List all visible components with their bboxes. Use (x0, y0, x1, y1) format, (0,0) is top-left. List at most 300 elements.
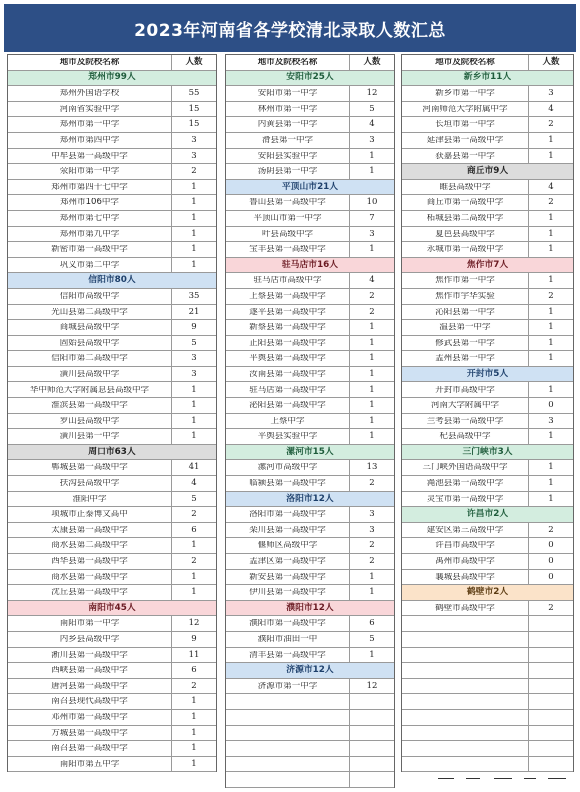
table-row (402, 523, 573, 539)
table-row (8, 86, 216, 102)
empty-row (226, 757, 394, 773)
table-row (8, 570, 216, 586)
table-row (226, 351, 394, 367)
table-row (226, 227, 394, 243)
admission-count: 2 (528, 195, 573, 210)
table-column-right (401, 54, 574, 772)
admission-count: 1 (171, 570, 216, 585)
school-name: 新密市第一高级中学 (51, 245, 128, 254)
header-count: 人数 (171, 55, 216, 70)
empty-cell (528, 741, 573, 756)
school-name: 长垣市第一中学 (435, 120, 495, 129)
city-section-header: 驻马店市16人 (226, 258, 394, 274)
school-name: 郑州市第九中学 (59, 229, 120, 239)
city-section-header: 信阳市80人 (8, 273, 216, 289)
table-row (8, 117, 216, 133)
school-name: 濮阳市第一高级中学 (249, 619, 326, 628)
table-row (226, 414, 394, 430)
table-row (8, 538, 216, 554)
table-row (402, 117, 573, 133)
admission-count: 2 (528, 117, 573, 132)
table-row (8, 180, 216, 196)
school-name: 济源市第一中学 (257, 681, 318, 691)
school-name: 邓州市第一高级中学 (51, 712, 128, 722)
admission-count: 1 (171, 227, 216, 242)
table-row (402, 351, 573, 367)
table-row (8, 616, 216, 632)
admission-count: 1 (171, 382, 216, 397)
admission-count: 3 (349, 523, 394, 538)
admission-count: 11 (171, 648, 216, 663)
table-row (226, 648, 394, 664)
school-name: 汤阴县第一中学 (257, 167, 318, 176)
table-row (8, 523, 216, 539)
table-row (226, 382, 394, 398)
table-row (8, 414, 216, 430)
school-name: 内乡县高级中学 (59, 635, 120, 644)
admission-count: 2 (171, 164, 216, 179)
admission-count: 15 (171, 117, 216, 132)
city-section-header: 鹤壁市2人 (402, 585, 573, 601)
school-name: 淅川县第一高级中学 (51, 650, 128, 660)
school-name: 柘城县第二高级中学 (426, 213, 504, 223)
table-row (402, 211, 573, 227)
school-name: 驻马店市高级中学 (253, 276, 322, 285)
table-row (8, 367, 216, 383)
admission-count: 1 (171, 726, 216, 741)
table-row (8, 648, 216, 664)
table-row (8, 320, 216, 336)
city-section-header: 新乡市11人 (402, 71, 573, 87)
school-name: 沈丘县第一高级中学 (51, 588, 128, 597)
table-header (402, 55, 573, 71)
admission-count: 1 (171, 694, 216, 709)
admission-count: 1 (528, 351, 573, 366)
school-name: 光山县第二高级中学 (51, 307, 128, 317)
school-name: 永城市第一高级中学 (426, 245, 504, 254)
table-row (226, 460, 394, 476)
table-row (402, 460, 573, 476)
admission-count: 12 (171, 616, 216, 631)
city-section-header: 平顶山市21人 (226, 180, 394, 196)
empty-cell (528, 679, 573, 694)
admission-count: 1 (349, 414, 394, 429)
school-name: 临颍县第一高级中学 (249, 479, 326, 488)
empty-row (226, 772, 394, 788)
table-row (226, 273, 394, 289)
school-name: 睢县高级中学 (439, 182, 491, 192)
school-name: 商水县第二高级中学 (51, 541, 128, 550)
admission-count: 1 (171, 242, 216, 257)
admission-count: 3 (349, 133, 394, 148)
school-name: 遂平县第一高级中学 (249, 307, 326, 317)
school-name: 郑州市第四中学 (59, 136, 120, 145)
table-row (402, 305, 573, 321)
table-row (226, 538, 394, 554)
table-row (226, 133, 394, 149)
admission-count: 1 (171, 741, 216, 756)
school-name: 华中师范大学附属息县高级中学 (29, 385, 149, 395)
table-column-middle (225, 54, 395, 788)
table-row (8, 398, 216, 414)
admission-count: 2 (171, 679, 216, 694)
table-row (8, 663, 216, 679)
school-name: 内黄县第一中学 (257, 120, 318, 129)
school-name: 三门峡外国语高级中学 (422, 463, 508, 472)
school-name: 灵宝市第一高级中学 (426, 494, 504, 504)
school-name: 方城县第一高级中学 (51, 728, 128, 738)
table-row (226, 117, 394, 133)
school-name: 驻马店第一高级中学 (249, 385, 326, 395)
city-section-header: 开封市5人 (402, 367, 573, 383)
table-row (402, 570, 573, 586)
admission-count: 1 (528, 460, 573, 475)
empty-cell (349, 710, 394, 725)
admission-count: 1 (528, 429, 573, 444)
school-name: 平舆县第一高级中学 (249, 354, 326, 363)
table-row (402, 398, 573, 414)
table-row (226, 320, 394, 336)
admission-count: 0 (528, 398, 573, 413)
school-name: 安阳市第一中学 (257, 89, 318, 98)
table-row (8, 351, 216, 367)
empty-row (402, 710, 573, 726)
table-row (226, 367, 394, 383)
school-name: 南阳市第一中学 (59, 619, 120, 628)
school-name: 开封市高级中学 (435, 385, 495, 395)
admission-count: 3 (171, 351, 216, 366)
school-name: 南召县第一高级中学 (51, 744, 128, 753)
table-row (402, 180, 573, 196)
school-name: 潢川县高级中学 (59, 369, 120, 379)
admission-count: 1 (349, 367, 394, 382)
school-name: 郑州外国语学校 (59, 89, 120, 98)
table-row (8, 585, 216, 601)
school-name: 襄城县高级中学 (435, 572, 495, 582)
table-row (8, 492, 216, 508)
table-row (226, 289, 394, 305)
school-name: 商水县第一高级中学 (51, 572, 128, 582)
admission-count: 7 (349, 211, 394, 226)
admission-count: 1 (349, 570, 394, 585)
admission-count: 1 (528, 305, 573, 320)
table-row (402, 554, 573, 570)
admission-count: 1 (528, 382, 573, 397)
admission-count: 1 (528, 476, 573, 491)
school-name: 叶县高级中学 (261, 229, 313, 239)
table-row (226, 211, 394, 227)
table-row (226, 102, 394, 118)
table-row (402, 242, 573, 258)
school-name: 上蔡中学 (270, 416, 305, 426)
empty-row (402, 632, 573, 648)
admission-count: 1 (349, 585, 394, 600)
page-title: 2023年河南省各学校清北录取人数汇总 (4, 4, 576, 52)
table-row (402, 476, 573, 492)
admission-count: 5 (171, 492, 216, 507)
school-name: 中牟县第一高级中学 (51, 151, 128, 161)
city-section-header: 南阳市45人 (8, 601, 216, 617)
admission-count: 2 (349, 289, 394, 304)
table-row (402, 492, 573, 508)
admission-count: 1 (528, 211, 573, 226)
empty-cell (528, 616, 573, 631)
admission-count: 4 (349, 117, 394, 132)
admission-count: 2 (171, 554, 216, 569)
admission-count: 1 (171, 180, 216, 195)
admission-count: 1 (349, 336, 394, 351)
school-name: 罗山县高级中学 (59, 416, 120, 426)
school-name: 郑州市第四十七中学 (51, 182, 128, 192)
table-row (402, 382, 573, 398)
table-row (402, 273, 573, 289)
table-row (8, 258, 216, 274)
table-row (8, 382, 216, 398)
admission-count: 1 (349, 242, 394, 257)
school-name: 河南师范大学附属中学 (422, 104, 508, 114)
city-section-header: 三门峡市3人 (402, 445, 573, 461)
city-section-header: 焦作市7人 (402, 258, 573, 274)
school-name: 偃师区高级中学 (257, 541, 318, 550)
table-row (402, 289, 573, 305)
admission-count: 1 (528, 133, 573, 148)
admission-count: 1 (171, 710, 216, 725)
table-row (8, 336, 216, 352)
admission-count: 35 (171, 289, 216, 304)
school-name: 渑池县第一高级中学 (426, 479, 504, 488)
school-name: 西华县第一高级中学 (51, 557, 128, 566)
admission-count: 3 (349, 507, 394, 522)
table-row (8, 757, 216, 773)
table-row (8, 289, 216, 305)
school-name: 焦作市宇华实验 (435, 291, 495, 301)
header-count: 人数 (349, 55, 394, 70)
admission-count: 5 (349, 632, 394, 647)
table-row (226, 149, 394, 165)
admission-count: 1 (528, 492, 573, 507)
empty-cell (528, 663, 573, 678)
table-row (8, 476, 216, 492)
admission-count: 3 (171, 133, 216, 148)
admission-count: 4 (349, 273, 394, 288)
admission-count: 55 (171, 86, 216, 101)
header-count: 人数 (528, 55, 573, 70)
table-row (226, 242, 394, 258)
admission-count: 4 (528, 180, 573, 195)
admission-count: 1 (528, 149, 573, 164)
header-name: 地市及院校名称 (257, 58, 318, 67)
school-name: 淮阳中学 (72, 494, 107, 504)
admission-count: 5 (171, 336, 216, 351)
admission-count: 5 (349, 102, 394, 117)
school-name: 郑州市106中学 (60, 198, 119, 207)
admission-count: 1 (349, 149, 394, 164)
school-name: 郸城县第一高级中学 (51, 463, 128, 472)
school-name: 宝丰县第一高级中学 (249, 245, 326, 254)
table-row (8, 679, 216, 695)
empty-row (226, 741, 394, 757)
table-header (226, 55, 394, 71)
admission-count: 1 (528, 320, 573, 335)
school-name: 潢川县第一中学 (59, 432, 120, 441)
school-name: 泌阳县第一高级中学 (249, 401, 326, 410)
empty-cell (528, 694, 573, 709)
school-name: 伊川县第一高级中学 (249, 588, 326, 597)
admission-count: 12 (349, 86, 394, 101)
table-row (402, 414, 573, 430)
empty-cell (349, 694, 394, 709)
admission-count: 3 (171, 367, 216, 382)
table-row (402, 320, 573, 336)
school-name: 南阳市第五中学 (59, 759, 120, 769)
table-row (402, 429, 573, 445)
empty-cell (349, 757, 394, 772)
table-row (226, 86, 394, 102)
school-name: 南召县现代高级中学 (51, 697, 128, 706)
school-name: 濮阳市油田一中 (257, 635, 318, 644)
admission-count: 3 (171, 149, 216, 164)
admission-count: 2 (528, 289, 573, 304)
admission-count: 1 (171, 211, 216, 226)
school-name: 洛阳市第一高级中学 (249, 510, 326, 519)
school-name: 焦作市第一中学 (435, 276, 495, 285)
school-name: 建安区第三高级中学 (426, 525, 504, 535)
school-name: 滑县第一中学 (261, 136, 313, 145)
admission-count: 1 (349, 382, 394, 397)
table-column-left (7, 54, 217, 772)
school-name: 西峡县第一高级中学 (51, 666, 128, 675)
table-row (8, 429, 216, 445)
table-row (8, 554, 216, 570)
school-name: 项城市正泰博文高中 (51, 510, 128, 519)
school-name: 孟州县第一中学 (435, 354, 495, 363)
empty-row (226, 694, 394, 710)
corner-marks (438, 770, 568, 786)
table-row (8, 726, 216, 742)
school-name: 河南大学附属中学 (430, 401, 499, 410)
empty-cell (528, 632, 573, 647)
table-row (8, 242, 216, 258)
school-name: 郑州市第七中学 (59, 213, 120, 223)
school-name: 商丘市第一高级中学 (426, 198, 504, 207)
empty-cell (349, 772, 394, 787)
table-row (226, 476, 394, 492)
school-name: 禹州市高级中学 (435, 557, 495, 566)
admission-count: 6 (171, 523, 216, 538)
admission-count: 1 (528, 336, 573, 351)
school-name: 上蔡县第一高级中学 (249, 291, 326, 301)
table-row (226, 679, 394, 695)
table-header (8, 55, 216, 71)
school-name: 唐河县第一高级中学 (51, 681, 128, 691)
school-name: 延津县第一高级中学 (426, 136, 504, 145)
admission-count: 1 (349, 398, 394, 413)
school-name: 鲁山县第一高级中学 (249, 198, 326, 207)
admission-count: 21 (171, 305, 216, 320)
table-row (226, 398, 394, 414)
admission-count: 1 (171, 429, 216, 444)
admission-count: 10 (349, 195, 394, 210)
school-name: 信阳市第二高级中学 (51, 354, 128, 363)
admission-count: 2 (349, 554, 394, 569)
table-row (226, 164, 394, 180)
empty-row (402, 663, 573, 679)
table-row (8, 507, 216, 523)
school-name: 平顶山市第一中学 (253, 213, 322, 223)
admission-count: 1 (528, 227, 573, 242)
city-section-header: 濮阳市12人 (226, 601, 394, 617)
table-row (402, 601, 573, 617)
school-name: 扶沟县高级中学 (59, 479, 120, 488)
school-name: 商城县高级中学 (59, 323, 120, 332)
table-row (8, 305, 216, 321)
school-name: 信阳市高级中学 (59, 291, 120, 301)
school-name: 沁阳县第一中学 (435, 307, 495, 317)
admission-count: 9 (171, 320, 216, 335)
school-name: 温县第一中学 (439, 323, 491, 332)
admission-count: 2 (349, 476, 394, 491)
school-name: 太康县第一高级中学 (51, 525, 128, 535)
admission-count: 15 (171, 102, 216, 117)
table-row (226, 336, 394, 352)
admission-count: 2 (349, 305, 394, 320)
empty-row (402, 741, 573, 757)
admission-count: 1 (171, 398, 216, 413)
city-section-header: 许昌市2人 (402, 507, 573, 523)
admission-count: 0 (528, 570, 573, 585)
admission-count: 6 (349, 616, 394, 631)
table-row (402, 227, 573, 243)
admission-count: 1 (349, 429, 394, 444)
school-name: 获嘉县第一中学 (435, 151, 495, 161)
empty-row (402, 694, 573, 710)
admission-count: 12 (349, 679, 394, 694)
school-name: 杞县高级中学 (439, 432, 491, 441)
school-name: 林州市第一中学 (257, 104, 318, 114)
school-name: 平舆县实验中学 (257, 432, 318, 441)
city-section-header: 济源市12人 (226, 663, 394, 679)
school-name: 正阳县第一高级中学 (249, 338, 326, 348)
school-name: 荥阳市第一中学 (59, 167, 120, 176)
school-name: 新蔡县第一高级中学 (249, 323, 326, 332)
school-name: 兰考县第一高级中学 (426, 416, 504, 426)
school-name: 夏邑县高级中学 (435, 229, 495, 239)
school-name: 淮滨县第一高级中学 (51, 401, 128, 410)
admission-count: 3 (528, 414, 573, 429)
admission-count: 1 (349, 164, 394, 179)
table-row (226, 523, 394, 539)
admission-count: 2 (171, 507, 216, 522)
header-name: 地市及院校名称 (59, 58, 120, 67)
table-row (226, 616, 394, 632)
table-row (226, 429, 394, 445)
empty-row (402, 679, 573, 695)
table-row (402, 538, 573, 554)
admission-count: 6 (171, 663, 216, 678)
empty-cell (528, 648, 573, 663)
table-row (8, 149, 216, 165)
table-row (226, 554, 394, 570)
admission-count: 4 (528, 102, 573, 117)
table-row (226, 585, 394, 601)
table-row (8, 694, 216, 710)
admission-count: 1 (528, 273, 573, 288)
city-section-header: 洛阳市12人 (226, 492, 394, 508)
city-section-header: 安阳市25人 (226, 71, 394, 87)
table-row (226, 195, 394, 211)
school-name: 河南省实验中学 (59, 104, 120, 114)
admission-count: 9 (171, 632, 216, 647)
